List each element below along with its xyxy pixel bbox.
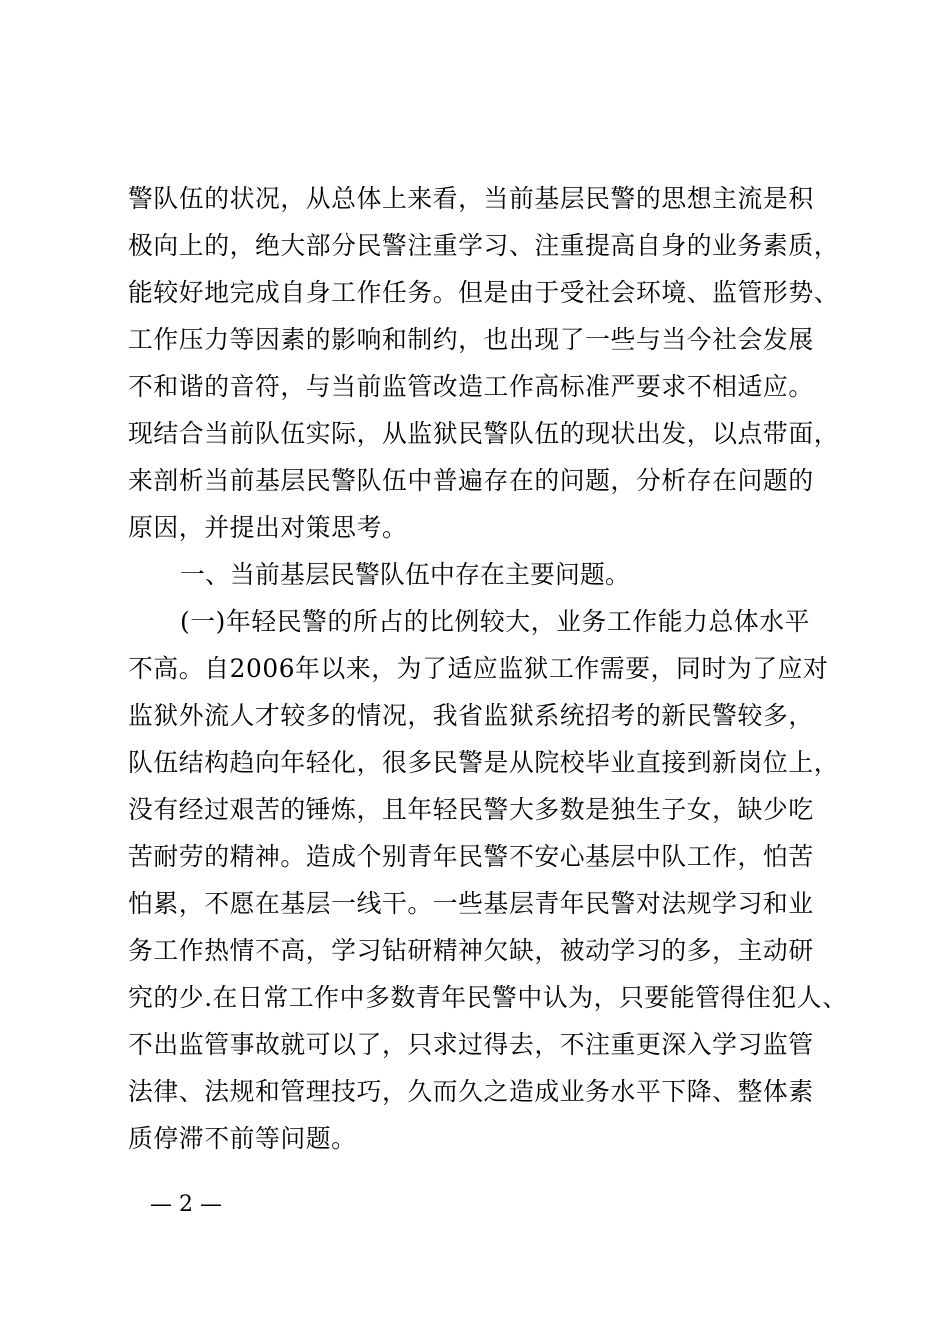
body-line: 工作压力等因素的影响和制约，也出现了一些与当今社会发展 xyxy=(128,325,814,354)
body-line: 队伍结构趋向年轻化，很多民警是从院校毕业直接到新岗位上， xyxy=(128,748,840,777)
body-line: 苦耐劳的精神。造成个别青年民警不安心基层中队工作，怕苦 xyxy=(128,842,814,871)
body-line: 质停滞不前等问题。 xyxy=(128,1124,357,1153)
body-line: 没有经过艰苦的锤炼，且年轻民警大多数是独生子女，缺少吃 xyxy=(128,795,814,824)
body-line: 现结合当前队伍实际，从监狱民警队伍的现状出发，以点带面， xyxy=(128,419,840,448)
body-line: 不和谐的音符，与当前监管改造工作高标准严要求不相适应。 xyxy=(128,372,814,401)
subsection-line: (一)年轻民警的所占的比例较大，业务工作能力总体水平 xyxy=(180,607,811,636)
body-line: 不高。自2006年以来，为了适应监狱工作需要，同时为了应对 xyxy=(128,654,829,683)
body-line: 不出监管事故就可以了，只求过得去，不注重更深入学习监管 xyxy=(128,1030,814,1059)
page-number: — 2 — xyxy=(150,1192,222,1217)
body-line: 法律、法规和管理技巧，久而久之造成业务水平下降、整体素 xyxy=(128,1077,814,1106)
body-line: 来剖析当前基层民警队伍中普遍存在的问题，分析存在问题的 xyxy=(128,466,814,495)
body-line: 究的少.在日常工作中多数青年民警中认为，只要能管得住犯人、 xyxy=(128,983,848,1012)
body-line: 能较好地完成自身工作任务。但是由于受社会环境、监管形势、 xyxy=(128,278,840,307)
body-line: 原因，并提出对策思考。 xyxy=(128,513,408,542)
body-line: 监狱外流人才较多的情况，我省监狱系统招考的新民警较多， xyxy=(128,701,814,730)
body-line: 警队伍的状况，从总体上来看，当前基层民警的思想主流是积 xyxy=(128,184,814,213)
section-heading: 一、当前基层民警队伍中存在主要问题。 xyxy=(180,560,630,589)
body-line: 极向上的，绝大部分民警注重学习、注重提高自身的业务素质， xyxy=(128,231,840,260)
body-line: 务工作热情不高，学习钻研精神欠缺，被动学习的多，主动研 xyxy=(128,936,814,965)
body-line: 怕累，不愿在基层一线干。一些基层青年民警对法规学习和业 xyxy=(128,889,814,918)
